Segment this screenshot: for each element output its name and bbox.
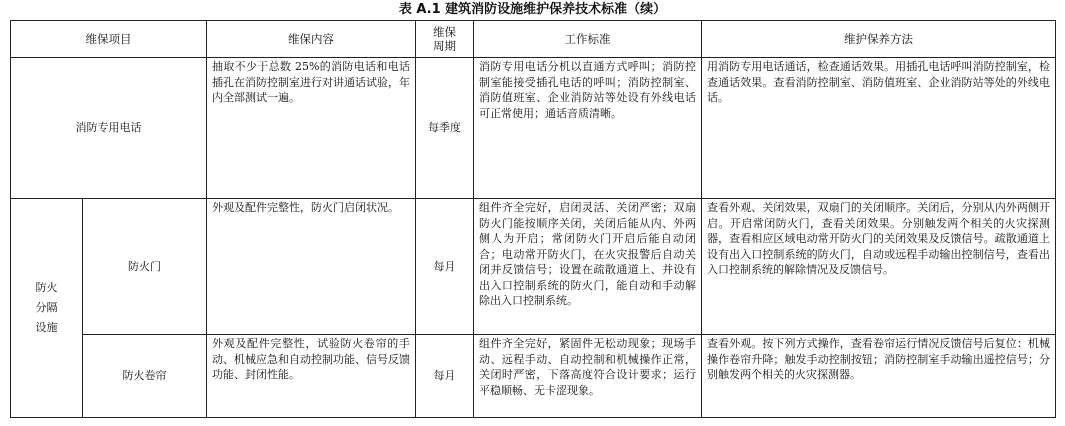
maintenance-standards-table bbox=[10, 20, 1056, 418]
subrow-content: 外观及配件完整性，试验防火卷帘的手动、机械应急和自动控制功能、信号反馈功能、封闭性能。 bbox=[207, 335, 416, 418]
row-content: 抽取不少于总数 25%的消防电话和电话插孔在消防控制室进行对讲通话试验，年内全部测试一遍。 bbox=[207, 58, 416, 199]
header-period-line2: 周期 bbox=[433, 39, 456, 53]
subrow-item: 防火门 bbox=[83, 199, 207, 335]
table-row bbox=[11, 199, 1056, 335]
header-content: 维保内容 bbox=[207, 21, 416, 58]
header-item: 维保项目 bbox=[11, 21, 207, 58]
subrow-content: 外观及配件完整性，防火门启闭状况。 bbox=[207, 199, 416, 335]
subrow-item: 防火卷帘 bbox=[83, 335, 207, 418]
subrow-period: 每月 bbox=[416, 199, 474, 335]
table-title: 表 A.1 建筑消防设施维护保养技术标准（续） bbox=[398, 2, 667, 17]
group-label-line: 设施 bbox=[35, 321, 58, 334]
header-period-line1: 维保 bbox=[433, 25, 456, 39]
group-label-line: 分隔 bbox=[35, 301, 58, 314]
row-standard: 消防专用电话分机以直通方式呼叫；消防控制室能接受插孔电话的呼叫；消防控制室、消防值班室、企业消防站等处设有外线电话可正常使用；通话音质清晰。 bbox=[474, 58, 702, 199]
subrow-method: 查看外观。按下列方式操作，查看卷帘运行情况反馈信号后复位：机械操作卷帘升降；触发手动控制按钮；消防控制室手动输出遥控信号；分别触发两个相关的火灾探测器。 bbox=[702, 335, 1056, 418]
group-label-line: 防火 bbox=[35, 281, 58, 294]
subrow-standard: 组件齐全完好，启闭灵活、关闭严密；双扇防火门能按顺序关闭，关闭后能从内、外两侧人为开启；常闭防火门开启后能自动闭合；电动常开防火门，在火灾报警后自动关闭并反馈信号；设置在疏散通道上、并设有出入口控制系统的防火门，能自动和手动解除出入口控制系统。 bbox=[474, 199, 702, 335]
group-label bbox=[11, 199, 83, 418]
row-period: 每季度 bbox=[416, 58, 474, 199]
subrow-method: 查看外观、关闭效果，双扇门的关闭顺序。关闭后，分别从内外两侧开启。开启常闭防火门，查看关闭效果。分别触发两个相关的火灾探测器，查看相应区域电动常开防火门的关闭效果及反馈信号。疏散通道上设有出入口控制系统的防火门，自动或远程手动输出控制信号，查看出入口控制系统的解除情况及反馈信号。 bbox=[702, 199, 1056, 335]
header-row bbox=[11, 21, 1056, 58]
header-method: 维护保养方法 bbox=[702, 21, 1056, 58]
header-period bbox=[416, 21, 474, 58]
subrow-standard: 组件齐全完好，紧固件无松动现象；现场手动、远程手动、自动控制和机械操作正常，关闭时严密，下落高度符合设计要求；运行平稳顺畅、无卡涩现象。 bbox=[474, 335, 702, 418]
table-row bbox=[11, 58, 1056, 199]
row-method: 用消防专用电话通话，检查通话效果。用插孔电话呼叫消防控制室，检查通话效果。查看消防控制室、消防值班室、企业消防站等处的外线电话。 bbox=[702, 58, 1056, 199]
table-row bbox=[11, 335, 1056, 418]
subrow-period: 每月 bbox=[416, 335, 474, 418]
row-item: 消防专用电话 bbox=[11, 58, 207, 199]
header-standard: 工作标准 bbox=[474, 21, 702, 58]
